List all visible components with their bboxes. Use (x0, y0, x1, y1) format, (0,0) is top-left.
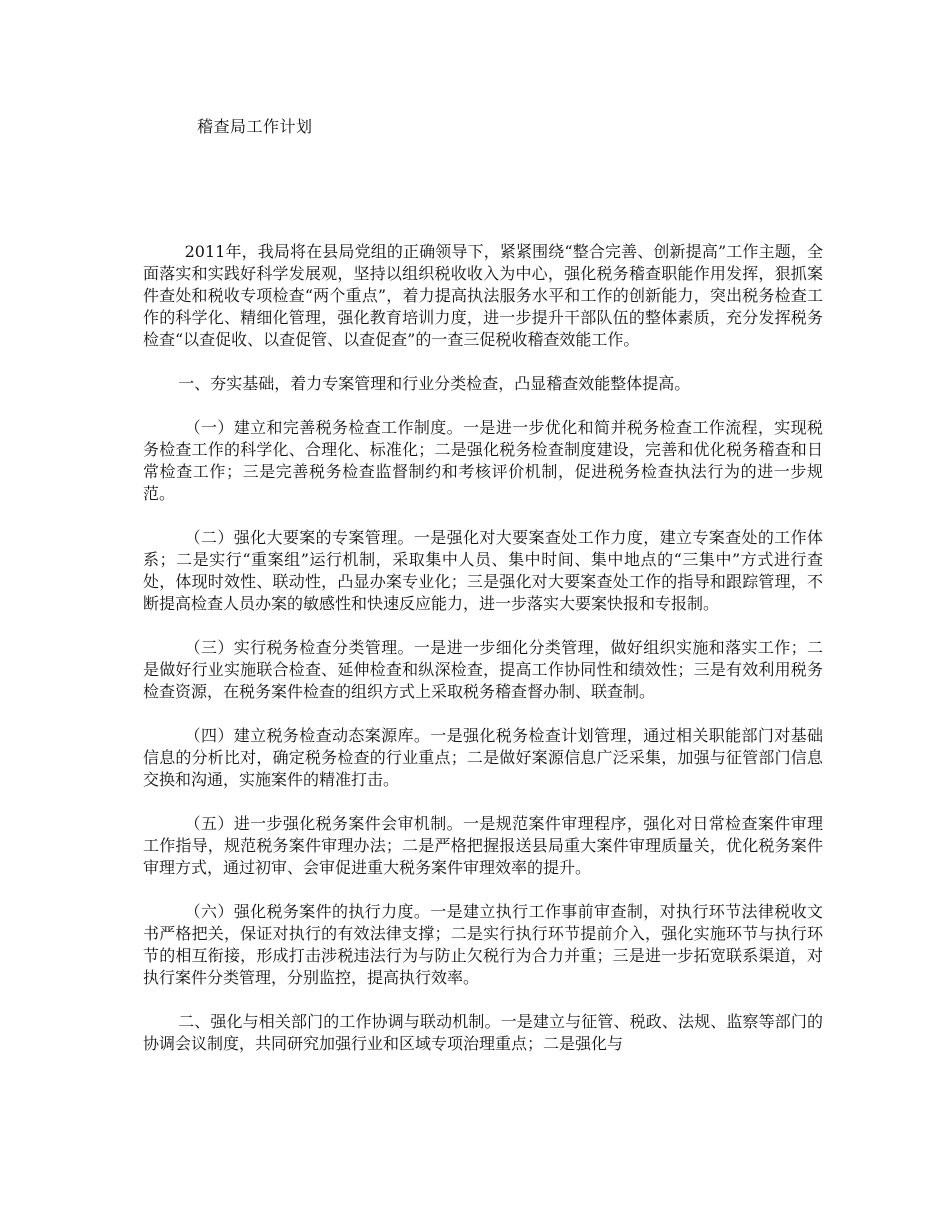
subsection-paragraph-6: （六）强化税务案件的执行力度。一是建立执行工作事前审查制，对执行环节法律税收文书严格把关，保证对执行的有效法律支撑；二是实行执行环节提前介入，强化实施环节与执行环节的相互衔接，形成打击涉税违法行为与防止欠税行为合力并重；三是进一步拓宽联系渠道，对执行案件分类管理，分别监控，提高执行效率。 (143, 902, 823, 987)
subsection-paragraph-5: （五）进一步强化税务案件会审机制。一是规范案件审理程序，强化对日常检查案件审理工作指导，规范税务案件审理办法；二是严格把握报送县局重大案件审理质量关，优化税务案件审理方式，通过初审、会审促进重大税务案件审理效率的提升。 (143, 814, 823, 877)
document-title: 稽查局工作计划 (197, 117, 313, 136)
subsection-paragraph-2: （二）强化大要案的专案管理。一是强化对大要案查处工作力度，建立专案查处的工作体系；二是实行“重案组”运行机制，采取集中人员、集中时间、集中地点的“三集中”方式进行查处，体现时效性、联动性，凸显办案专业化；三是强化对大要案查处工作的指导和跟踪管理，不断提高检查人员办案的敏感性和快速反应能力，进一步落实大要案快报和专报制。 (143, 528, 823, 613)
section-paragraph-2: 二、强化与相关部门的工作协调与联动机制。一是建立与征管、税政、法规、监察等部门的协调会议制度，共同研究加强行业和区域专项治理重点；二是强化与 (143, 1012, 823, 1053)
subsection-paragraph-3: （三）实行税务检查分类管理。一是进一步细化分类管理，做好组织实施和落实工作；二是做好行业实施联合检查、延伸检查和纵深检查，提高工作协同性和绩效性；三是有效利用税务检查资源，在税务案件检查的组织方式上采取税务稽查督办制、联查制。 (143, 638, 823, 701)
subsection-paragraph-1: （一）建立和完善税务检查工作制度。一是进一步优化和简并税务检查工作流程，实现税务检查工作的科学化、合理化、标准化；二是强化税务检查制度建设，完善和优化税务稽查和日常检查工作；三是完善税务检查监督制约和考核评价机制，促进税务检查执法行为的进一步规范。 (143, 418, 823, 503)
subsection-paragraph-4: （四）建立税务检查动态案源库。一是强化税务检查计划管理，通过相关职能部门对基础信息的分析比对，确定税务检查的行业重点；二是做好案源信息广泛采集，加强与征管部门信息交换和沟通，实施案件的精准打击。 (143, 726, 823, 789)
document-body (143, 241, 823, 1077)
section-heading-1: 一、夯实基础，着力专案管理和行业分类检查，凸显稽查效能整体提高。 (178, 374, 691, 393)
intro-paragraph: 2011年，我局将在县局党组的正确领导下，紧紧围绕“整合完善、创新提高”工作主题，全面落实和实践好科学发展观，坚持以组织税收收入为中心，强化税务稽查职能作用发挥，狠抓案件查处和税收专项检查“两个重点”，着力提高执法服务水平和工作的创新能力，突出税务检查工作的科学化、精细化管理，强化教育培训力度，进一步提升干部队伍的整体素质，充分发挥税务检查“以查促收、以查促管、以查促查”的一查三促税收稽查效能工作。 (143, 242, 823, 349)
